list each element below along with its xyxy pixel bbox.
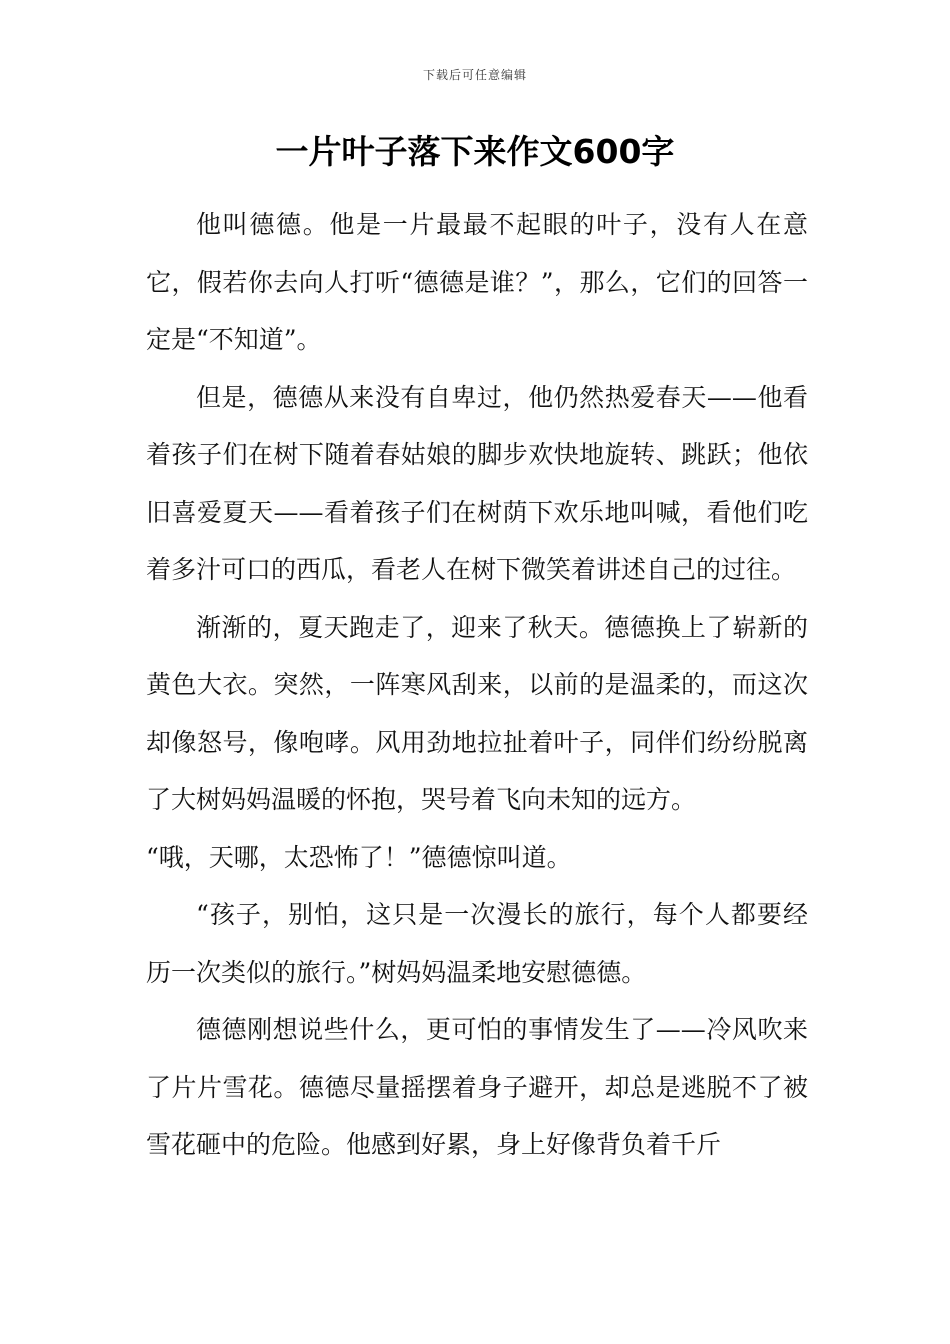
paragraph-2: 但是，德德从来没有自卑过，他仍然热爱春天——他看着孩子们在树下随着春姑娘的脚步欢快地旋转、跳跃；他依旧喜爱夏天——看着孩子们在树荫下欢乐地叫喊，看他们吃着多汁可口的西瓜，看老人在树下微笑着讲述自己的过往。	[146, 382, 808, 584]
paragraph-4: “哦，天哪，太恐怖了！”德德惊叫道。	[146, 842, 572, 872]
paragraph-1: 他叫德德。他是一片最最不起眼的叶子，没有人在意它，假若你去向人打听“德德是谁？”，那么，它们的回答一定是“不知道”。	[146, 210, 808, 354]
page-header-watermark: 下载后可任意编辑	[422, 68, 527, 82]
paragraph-3: 渐渐的，夏天跑走了，迎来了秋天。德德换上了崭新的黄色大衣。突然，一阵寒风刮来，以前的是温柔的，而这次却像怒号，像咆哮。风用劲地拉扯着叶子，同伴们纷纷脱离了大树妈妈温暖的怀抱，哭号着飞向未知的远方。	[146, 612, 808, 814]
document-body	[146, 196, 808, 1174]
paragraph-5: “孩子，别怕，这只是一次漫长的旅行，每个人都要经历一次类似的旅行。”树妈妈温柔地安慰德德。	[146, 900, 808, 987]
paragraph-6: 德德刚想说些什么，更可怕的事情发生了——冷风吹来了片片雪花。德德尽量摇摆着身子避开，却总是逃脱不了被雪花砸中的危险。他感到好累，身上好像背负着千斤	[146, 1015, 808, 1159]
document-title: 一片叶子落下来作文600字	[275, 132, 675, 171]
